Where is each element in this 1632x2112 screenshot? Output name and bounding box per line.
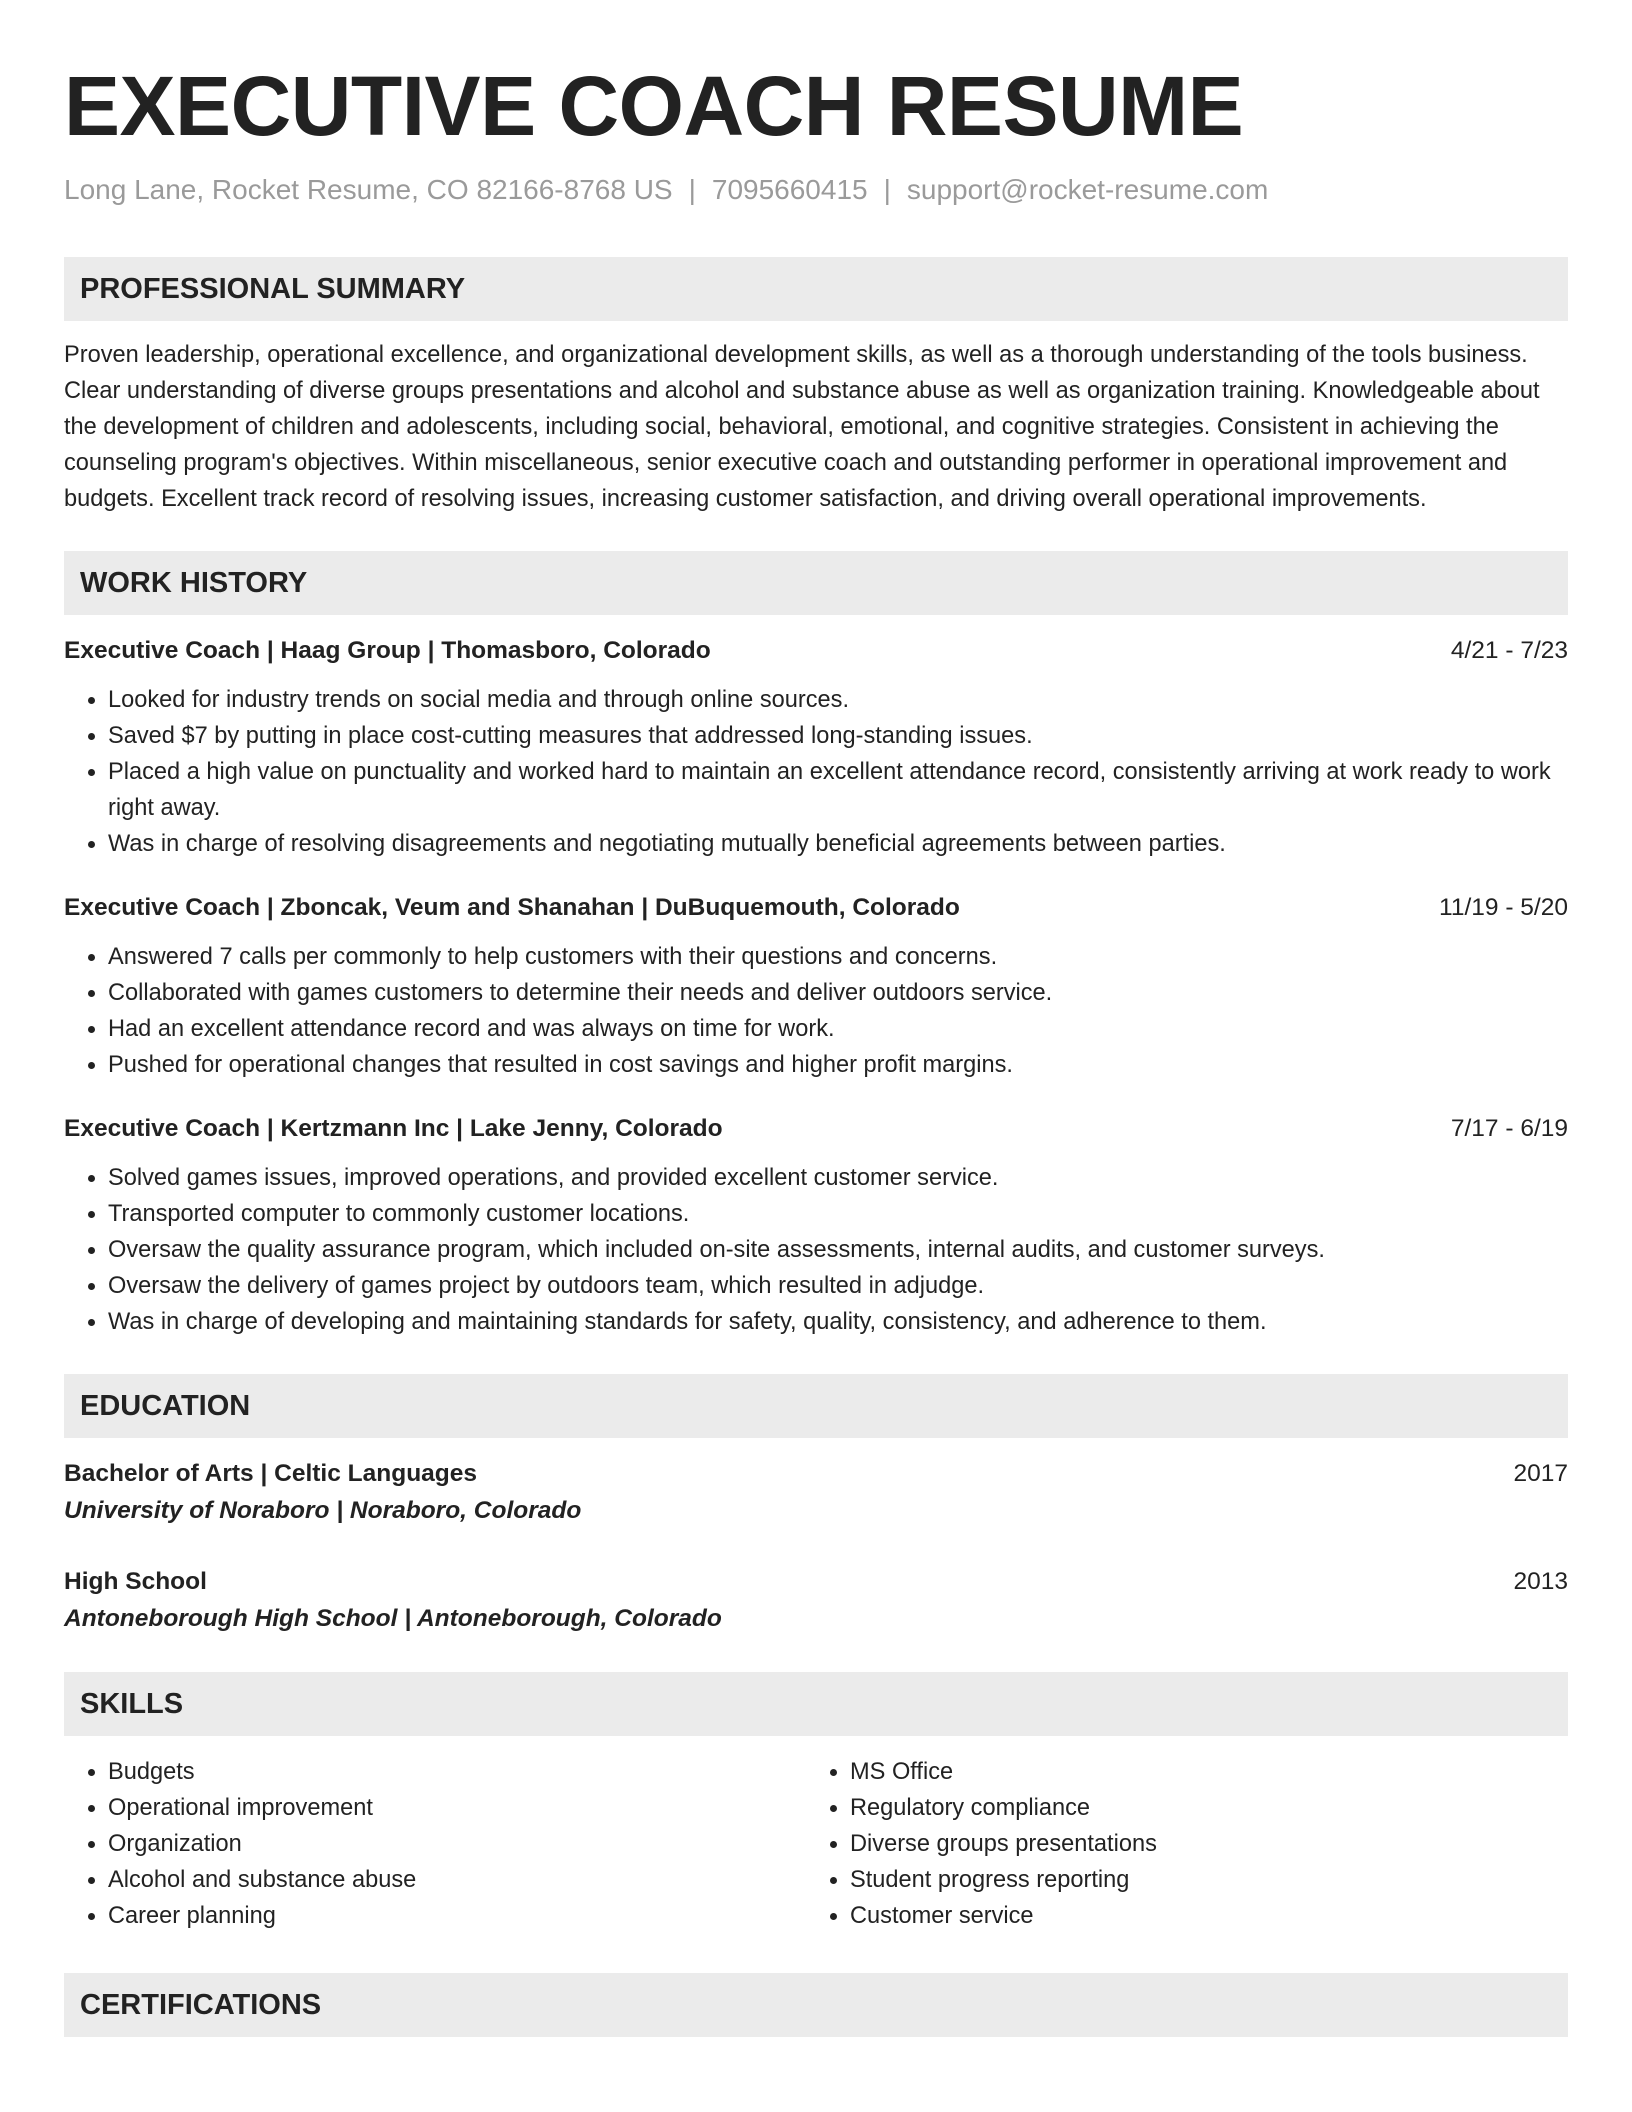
- job-bullets: [64, 939, 1568, 1083]
- contact-address: Long Lane, Rocket Resume, CO 82166-8768 US: [64, 174, 673, 205]
- job-bullet: • Oversaw the delivery of games project by outdoors team, which resulted in adjudge.: [108, 1268, 1568, 1304]
- education-entry: [64, 1456, 1568, 1530]
- job-bullet: • Was in charge of developing and maintaining standards for safety, quality, consistency, and adherence to them.: [108, 1304, 1568, 1340]
- job-bullet: • Solved games issues, improved operations, and provided excellent customer service.: [108, 1160, 1568, 1196]
- summary-text: Proven leadership, operational excellence, and organizational development skills, as well as a thorough understanding of the tools business. Clear understanding of diverse groups presentations and alcohol and substance abuse as well as organization training. Knowledgeable about the development of children and adolescents, including social, behavioral, emotional, and cognitive strategies. Consistent in achieving the counseling program's objectives. Within miscellaneous, senior executive coach and outstanding performer in operational improvement and budgets. Excellent track record of resolving issues, increasing customer satisfaction, and driving overall operational improvements.: [64, 342, 1540, 512]
- contact-line: [64, 172, 1568, 208]
- education-year: 2017: [1513, 1460, 1568, 1487]
- job-header: [64, 890, 1568, 926]
- section-header-education: EDUCATION: [64, 1374, 1568, 1438]
- job-header: [64, 633, 1568, 669]
- job-bullet: • Was in charge of resolving disagreements and negotiating mutually beneficial agreements between parties.: [108, 826, 1568, 862]
- skill-item: • Regulatory compliance: [850, 1790, 1548, 1826]
- education-degree: Bachelor of Arts | Celtic Languages: [64, 1460, 478, 1487]
- skills-list-left: [64, 1754, 806, 1934]
- job-title: Executive Coach | Kertzmann Inc | Lake Jenny, Colorado: [64, 1115, 723, 1142]
- job-bullet: • Pushed for operational changes that resulted in cost savings and higher profit margins.: [108, 1047, 1568, 1083]
- contact-email: support@rocket-resume.com: [906, 174, 1269, 205]
- contact-separator: |: [883, 174, 891, 205]
- education-degree: High School: [64, 1568, 207, 1595]
- resume-title: EXECUTIVE COACH RESUME: [64, 59, 1244, 153]
- skill-item: • Student progress reporting: [850, 1862, 1548, 1898]
- contact-separator: |: [688, 174, 696, 205]
- skill-item: • Career planning: [108, 1898, 806, 1934]
- job-bullets: [64, 1160, 1568, 1340]
- skill-item: • Operational improvement: [108, 1790, 806, 1826]
- job-dates: 11/19 - 5/20: [1439, 894, 1568, 921]
- resume-page: [64, 0, 1568, 2037]
- skill-item: • MS Office: [850, 1754, 1548, 1790]
- job-entry: [64, 890, 1568, 1083]
- skill-item: • Organization: [108, 1826, 806, 1862]
- job-bullet: • Placed a high value on punctuality and worked hard to maintain an excellent attendance record, consistently arriving at work ready to work right away.: [108, 754, 1568, 826]
- skill-item: • Customer service: [850, 1898, 1548, 1934]
- job-header: [64, 1111, 1568, 1147]
- job-title: Executive Coach | Haag Group | Thomasboro, Colorado: [64, 637, 711, 664]
- education-year: 2013: [1513, 1568, 1568, 1595]
- job-entry: [64, 633, 1568, 862]
- job-entry: [64, 1111, 1568, 1340]
- section-header-work-history: WORK HISTORY: [64, 551, 1568, 615]
- contact-phone: 7095660415: [711, 174, 868, 205]
- skills-columns: [64, 1754, 1568, 1934]
- skill-item: • Budgets: [108, 1754, 806, 1790]
- section-header-certifications: CERTIFICATIONS: [64, 1973, 1568, 2037]
- education-header: [64, 1564, 1568, 1600]
- job-bullet: • Collaborated with games customers to determine their needs and deliver outdoors service.: [108, 975, 1568, 1011]
- job-bullet: • Had an excellent attendance record and was always on time for work.: [108, 1011, 1568, 1047]
- job-bullet: • Saved $7 by putting in place cost-cutting measures that addressed long-standing issues.: [108, 718, 1568, 754]
- education-school: University of Noraboro | Noraboro, Colorado: [64, 1497, 582, 1524]
- skills-list-right: [806, 1754, 1548, 1934]
- skill-item: • Diverse groups presentations: [850, 1826, 1548, 1862]
- education-entry: [64, 1564, 1568, 1638]
- job-bullets: [64, 682, 1568, 862]
- job-title: Executive Coach | Zboncak, Veum and Shanahan | DuBuquemouth, Colorado: [64, 894, 960, 921]
- job-bullet: • Looked for industry trends on social media and through online sources.: [108, 682, 1568, 718]
- education-school: Antoneborough High School | Antoneborough, Colorado: [64, 1605, 722, 1632]
- job-bullet: • Oversaw the quality assurance program, which included on-site assessments, internal audits, and customer surveys.: [108, 1232, 1568, 1268]
- job-bullet: • Transported computer to commonly customer locations.: [108, 1196, 1568, 1232]
- job-dates: 7/17 - 6/19: [1450, 1115, 1568, 1142]
- section-header-skills: SKILLS: [64, 1672, 1568, 1736]
- section-header-summary: PROFESSIONAL SUMMARY: [64, 257, 1568, 321]
- skill-item: • Alcohol and substance abuse: [108, 1862, 806, 1898]
- job-bullet: • Answered 7 calls per commonly to help customers with their questions and concerns.: [108, 939, 1568, 975]
- education-header: [64, 1456, 1568, 1492]
- job-dates: 4/21 - 7/23: [1450, 637, 1568, 664]
